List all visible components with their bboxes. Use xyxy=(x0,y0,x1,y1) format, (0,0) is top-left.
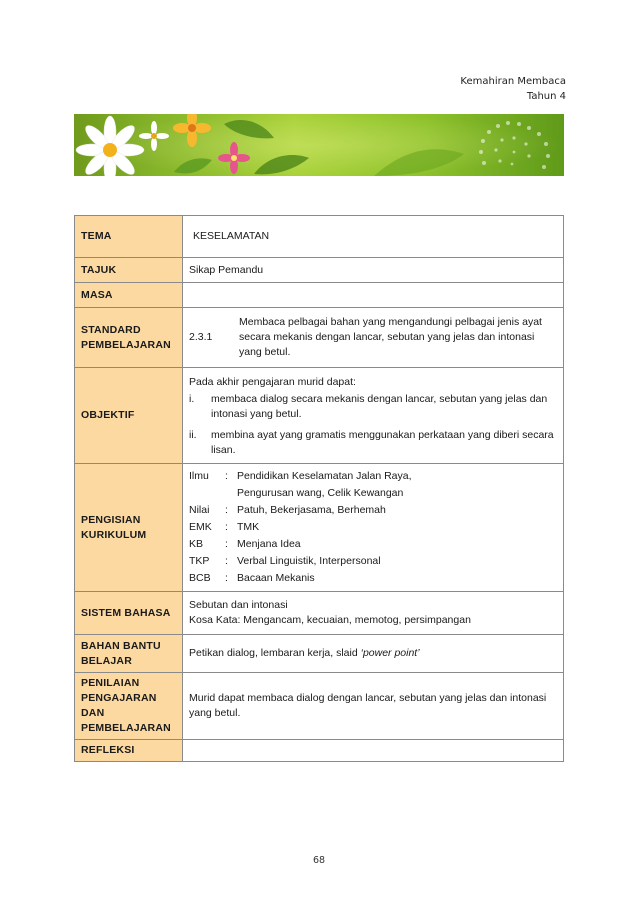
label-refleksi: REFLEKSI xyxy=(75,740,183,762)
value-standard xyxy=(183,308,564,368)
pengisian-ilmu-continued: Pengurusan wang, Celik Kewangan xyxy=(237,487,404,499)
value-objektif xyxy=(183,368,564,464)
row-masa xyxy=(75,283,564,308)
value-bahan-bantu xyxy=(183,635,564,673)
pengisian-row xyxy=(189,503,557,518)
pengisian-colon: : xyxy=(225,555,228,567)
objektif-item-number: ii. xyxy=(189,428,197,441)
objektif-item-number: i. xyxy=(189,392,195,405)
row-bahan-bantu xyxy=(75,635,564,673)
pengisian-key: BCB xyxy=(189,572,211,584)
header-year: Tahun 4 xyxy=(526,91,566,102)
value-penilaian: Murid dapat membaca dialog dengan lancar, sebutan yang jelas dan intonasi yang betul. xyxy=(183,673,564,740)
pengisian-colon: : xyxy=(225,470,228,482)
page-number: 68 xyxy=(312,855,326,866)
pengisian-key: Nilai xyxy=(189,504,210,516)
label-pengisian: PENGISIAN KURIKULUM xyxy=(75,464,183,592)
pengisian-key: KB xyxy=(189,538,204,550)
sistem-bahasa-line: Sebutan dan intonasi xyxy=(189,599,288,611)
standard-code: 2.3.1 xyxy=(189,331,213,343)
header-subject: Kemahiran Membaca xyxy=(460,76,566,87)
pengisian-colon: : xyxy=(225,504,228,516)
pengisian-colon: : xyxy=(225,538,228,550)
label-sistem-bahasa: SISTEM BAHASA xyxy=(75,592,183,635)
pengisian-value: Bacaan Mekanis xyxy=(237,572,315,584)
pengisian-row xyxy=(189,520,557,535)
label-tajuk: TAJUK xyxy=(75,258,183,283)
bahan-bantu-text: Petikan dialog, lembaran kerja, slaid xyxy=(189,647,361,659)
row-refleksi xyxy=(75,740,564,762)
objektif-intro: Pada akhir pengajaran murid dapat: xyxy=(189,375,356,388)
value-tema: KESELAMATAN xyxy=(183,216,564,258)
pengisian-key: EMK xyxy=(189,521,212,533)
row-tajuk xyxy=(75,258,564,283)
objektif-item-text: membaca dialog secara mekanis dengan lancar, sebutan yang jelas dan intonasi yang betul. xyxy=(211,392,548,420)
objektif-item xyxy=(189,392,557,422)
bahan-bantu-italic: ‘power point’ xyxy=(360,647,420,659)
value-tajuk: Sikap Pemandu xyxy=(183,258,564,283)
flower-banner-icon xyxy=(74,114,564,176)
row-objektif xyxy=(75,368,564,464)
label-objektif: OBJEKTIF xyxy=(75,368,183,464)
label-masa: MASA xyxy=(75,283,183,308)
value-sistem-bahasa xyxy=(183,592,564,635)
pengisian-value: TMK xyxy=(237,521,260,533)
value-masa xyxy=(183,283,564,308)
pengisian-value: Menjana Idea xyxy=(237,538,301,550)
objektif-item xyxy=(189,428,557,458)
sistem-bahasa-line: Kosa Kata: Mengancam, kecuaian, memotog, persimpangan xyxy=(189,614,471,626)
pengisian-value: Patuh, Bekerjasama, Berhemah xyxy=(237,504,386,516)
pengisian-value: Verbal Linguistik, Interpersonal xyxy=(237,555,381,567)
row-pengisian xyxy=(75,464,564,592)
page-header xyxy=(460,74,566,104)
pengisian-key: TKP xyxy=(189,555,210,567)
objektif-item-text: membina ayat yang gramatis menggunakan perkataan yang diberi secara lisan. xyxy=(211,428,554,456)
pengisian-key: Ilmu xyxy=(189,470,209,482)
value-refleksi xyxy=(183,740,564,762)
value-pengisian xyxy=(183,464,564,592)
label-tema: TEMA xyxy=(75,216,183,258)
standard-text: Membaca pelbagai bahan yang mengandungi pelbagai jenis ayat secara mekanis dengan lancar, sebutan yang jelas dan intonasi yang betul. xyxy=(239,316,542,358)
pengisian-colon: : xyxy=(225,572,228,584)
row-standard xyxy=(75,308,564,368)
lesson-plan-table xyxy=(74,215,564,762)
pengisian-colon: : xyxy=(225,521,228,533)
row-sistem-bahasa xyxy=(75,592,564,635)
pengisian-row xyxy=(189,554,557,569)
row-penilaian xyxy=(75,673,564,740)
label-bahan-bantu: BAHAN BANTU BELAJAR xyxy=(75,635,183,673)
flower-banner xyxy=(74,114,564,176)
label-standard: STANDARD PEMBELAJARAN xyxy=(75,308,183,368)
pengisian-row xyxy=(189,537,557,552)
row-tema xyxy=(75,216,564,258)
label-penilaian: PENILAIAN PENGAJARAN DAN PEMBELAJARAN xyxy=(75,673,183,740)
pengisian-row xyxy=(189,571,557,586)
pengisian-row-ilmu xyxy=(189,469,557,484)
pengisian-value: Pendidikan Keselamatan Jalan Raya, xyxy=(237,470,412,482)
